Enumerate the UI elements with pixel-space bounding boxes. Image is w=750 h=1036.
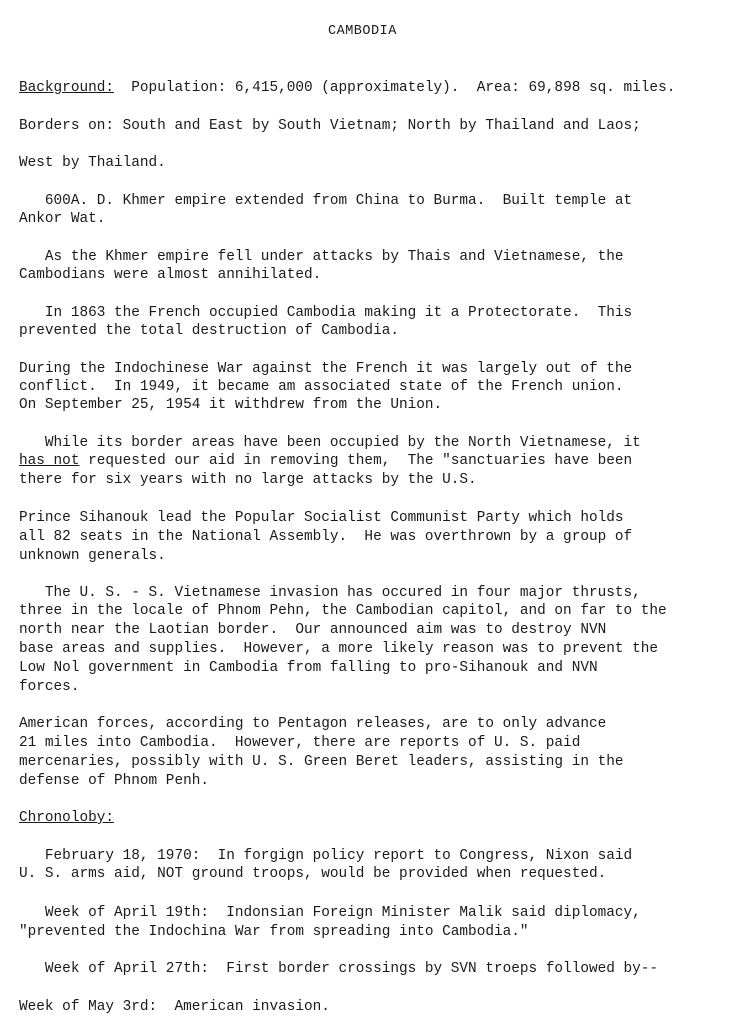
chronology-entry-1-line-2: U. S. arms aid, NOT ground troops, would be provided when requested. xyxy=(19,866,607,882)
chronology-entry-4-line-1: Week of May 3rd: American invasion. xyxy=(19,999,330,1015)
page-title: CAMBODIA xyxy=(328,24,397,39)
american-line-4: defense of Phnom Penh. xyxy=(19,773,209,789)
invasion-line-6: forces. xyxy=(19,679,80,695)
indochinese-line-3: On September 25, 1954 it withdrew from the Union. xyxy=(19,397,443,413)
american-line-3: mercenaries, possibly with U. S. Green Beret leaders, assisting in the xyxy=(19,754,624,770)
border-line-1: While its border areas have been occupied by the North Vietnamese, it xyxy=(19,435,641,451)
chronology-entry-3-line-1: Week of April 27th: First border crossings by SVN troeps followed by-- xyxy=(19,961,659,977)
background-label: Background: xyxy=(19,80,114,96)
chronology-label: Chronoloby: xyxy=(19,810,114,826)
borders-line-1: Borders on: South and East by South Vietnam; North by Thailand and Laos; xyxy=(19,118,641,134)
invasion-line-3: north near the Laotian border. Our announced aim was to destroy NVN xyxy=(19,622,607,638)
american-line-2: 21 miles into Cambodia. However, there are reports of U. S. paid xyxy=(19,735,581,751)
french-line-2: prevented the total destruction of Cambodia. xyxy=(19,323,399,339)
has-not-underlined: has not xyxy=(19,453,80,469)
indochinese-line-1: During the Indochinese War against the French it was largely out of the xyxy=(19,361,633,377)
chronology-entry-2-line-2: "prevented the Indochina War from spreading into Cambodia." xyxy=(19,924,529,940)
chronology-entry-2-line-1: Week of April 19th: Indonsian Foreign Minister Malik said diplomacy, xyxy=(19,905,641,921)
fall-line-2: Cambodians were almost annihilated. xyxy=(19,267,322,283)
invasion-line-5: Low Nol government in Cambodia from falling to pro-Sihanouk and NVN xyxy=(19,660,598,676)
khmer-line-2: Ankor Wat. xyxy=(19,211,106,227)
invasion-line-2: three in the locale of Phnom Pehn, the Cambodian capitol, and on far to the xyxy=(19,603,667,619)
borders-line-2: West by Thailand. xyxy=(19,155,166,171)
sihanouk-line-1: Prince Sihanouk lead the Popular Socialist Communist Party which holds xyxy=(19,510,624,526)
fall-line-1: As the Khmer empire fell under attacks by Thais and Vietnamese, the xyxy=(19,249,624,265)
background-line xyxy=(19,79,675,98)
sihanouk-line-2: all 82 seats in the National Assembly. He was overthrown by a group of xyxy=(19,529,633,545)
invasion-line-1: The U. S. - S. Vietnamese invasion has occured in four major thrusts, xyxy=(19,585,641,601)
french-line-1: In 1863 the French occupied Cambodia making it a Protectorate. This xyxy=(19,305,633,321)
american-line-1: American forces, according to Pentagon releases, are to only advance xyxy=(19,716,607,732)
background-text: Population: 6,415,000 (approximately). Area: 69,898 sq. miles. xyxy=(131,80,676,96)
border-line-3: there for six years with no large attacks by the U.S. xyxy=(19,472,477,488)
border-line-2-rest: requested our aid in removing them, The "sanctuaries have been xyxy=(79,453,633,469)
border-line-2 xyxy=(19,452,632,471)
khmer-line-1: 600A. D. Khmer empire extended from China to Burma. Built temple at xyxy=(19,193,633,209)
sihanouk-line-3: unknown generals. xyxy=(19,548,166,564)
chronology-entry-1-line-1: February 18, 1970: In forgign policy report to Congress, Nixon said xyxy=(19,848,633,864)
invasion-line-4: base areas and supplies. However, a more likely reason was to prevent the xyxy=(19,641,659,657)
indochinese-line-2: conflict. In 1949, it became am associated state of the French union. xyxy=(19,379,624,395)
